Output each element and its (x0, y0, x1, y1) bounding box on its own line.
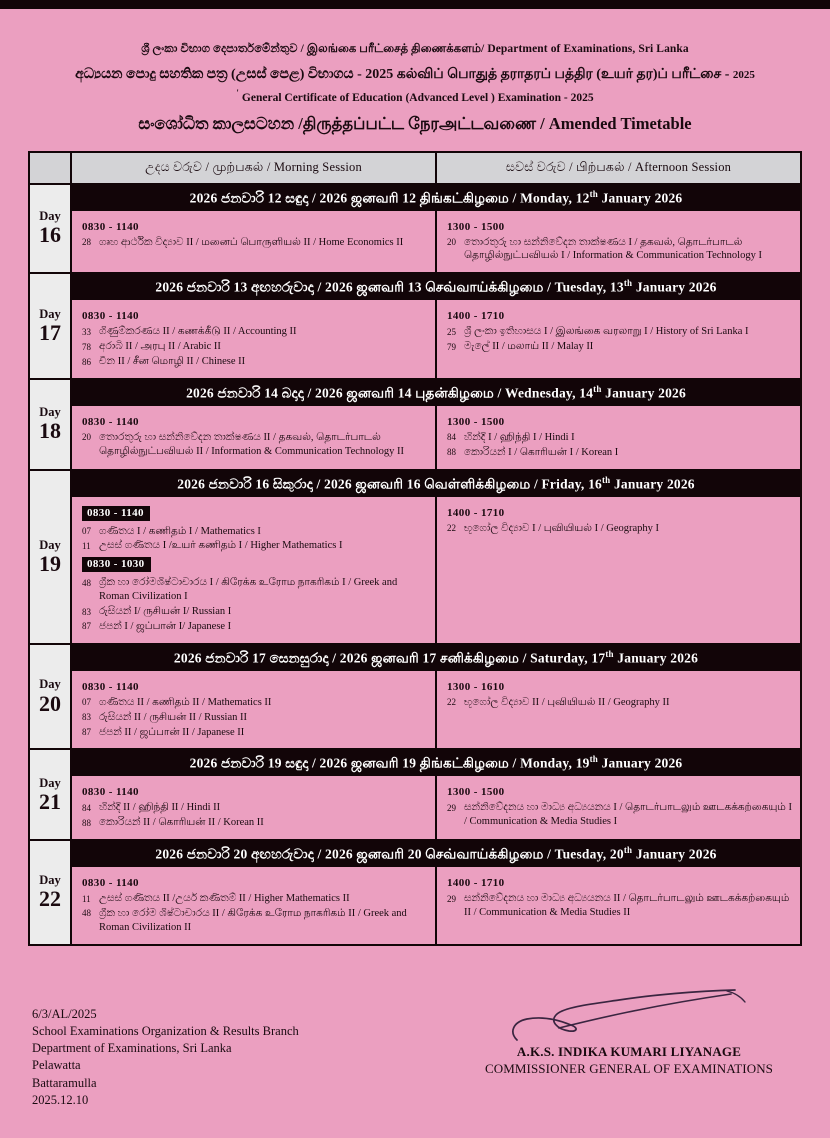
date-ordinal-suffix: th (593, 383, 602, 394)
morning-session-cell (72, 406, 437, 469)
subject-code: 88 (82, 817, 91, 828)
exam-time: 1300 - 1500 (447, 786, 505, 799)
subject-code: 29 (447, 802, 456, 813)
sessions-row (72, 867, 800, 944)
afternoon-session-cell (437, 867, 800, 944)
session-header-day-spacer (30, 153, 72, 183)
day-label: Day (39, 677, 61, 692)
subject-name: අරාබි II / அரபு II / Arabic II (99, 341, 221, 353)
day-content (72, 750, 800, 839)
subject-code: 33 (82, 326, 91, 337)
subject-code: 28 (82, 237, 91, 248)
day-row (30, 645, 800, 751)
exam-time-wrapper (82, 782, 427, 801)
day-label: Day (39, 405, 61, 420)
day-row (30, 750, 800, 841)
exam-time: 1400 - 1710 (447, 877, 505, 890)
sessions-row (72, 497, 800, 643)
address-line: 2025.12.10 (32, 1092, 89, 1107)
subject-row (82, 801, 427, 815)
subject-row (82, 576, 427, 604)
subject-name: ගණිතය I / கணிதம் I / Mathematics I (99, 525, 261, 537)
afternoon-session-cell (437, 211, 800, 273)
morning-session-cell (72, 497, 437, 643)
morning-session-cell (72, 867, 437, 944)
morning-session-cell (72, 671, 437, 749)
subject-code: 83 (82, 606, 91, 617)
subject-name: ශ්‍රී ලංකා ඉතිහාසය I / இலங்கை வரலாறு I / History of Sri Lanka I (464, 326, 749, 338)
subject-row (447, 325, 792, 339)
morning-session-cell (72, 300, 437, 378)
date-banner: 2026 ජනවාරි 13 අඟහරුවාදා / 2026 ஜனவரி 13 செவ்வாய்க்கிழமை / Tuesday, 13th January 2026 (72, 274, 800, 300)
subject-name: චීන II / சீன மொழி II / Chinese II (99, 356, 246, 368)
exam-time-wrapper (82, 306, 427, 325)
exam-time-wrapper (447, 306, 792, 325)
subject-row (82, 620, 427, 634)
top-black-bar (0, 0, 830, 9)
address-lines (32, 1023, 299, 1109)
sessions-row (72, 406, 800, 469)
exam-time-wrapper (82, 217, 427, 236)
subject-code: 11 (82, 893, 91, 904)
subject-name: ග්‍රීක හා රෝම ශිෂ්ටාචාරය II / கிரேக்க உரோம நாகரிகம் II / Greek and Roman Civilization II (99, 907, 407, 933)
date-banner: 2026 ජනවාරි 16 සිකුරාදා / 2026 ஜனவரி 16 வெள்ளிக்கிழமை / Friday, 16th January 2026 (72, 471, 800, 497)
day-number: 18 (39, 418, 61, 444)
subject-row (82, 696, 427, 710)
subject-name: භූගෝල විද්‍යාව II / புவியியல் II / Geography II (464, 696, 670, 708)
subject-row (82, 605, 427, 619)
subject-code: 29 (447, 893, 456, 904)
exam-time: 0830 - 1140 (82, 415, 139, 428)
subject-row (447, 522, 792, 536)
exam-time: 1300 - 1500 (447, 220, 505, 233)
date-banner: 2026 ජනවාරි 20 අඟහරුවාදා / 2026 ஜனவரி 20 செவ்வாய்க்கிழமை / Tuesday, 20th January 2026 (72, 841, 800, 867)
day-number-cell (30, 750, 72, 839)
apostrophe-mark: ' (236, 88, 239, 99)
subject-code: 84 (447, 432, 456, 443)
subject-row (82, 325, 427, 339)
afternoon-session-cell (437, 671, 800, 749)
date-ordinal-suffix: th (601, 474, 611, 485)
subject-row (447, 340, 792, 354)
subject-code: 20 (82, 432, 91, 443)
day-content (72, 185, 800, 273)
subject-code: 22 (447, 523, 456, 534)
subject-row (82, 539, 427, 553)
exam-year-sinhala: 2025 (365, 66, 394, 82)
afternoon-session-cell (437, 497, 800, 643)
exam-title-sinhala: අධ්‍යයන පොදු සහතික පත්‍ර (උසස් පෙළ) විභාගය - (75, 66, 366, 82)
subject-name: තොරතුරු හා සන්නිවේදන තාක්ෂණය I / தகவல், தொடர்பாடல் தொழில்நுட்பவியல் I / Information & Communication Technology I (464, 236, 762, 262)
day-number-cell (30, 274, 72, 378)
subject-name: සන්නිවේදනය හා මාධ්‍ය අධ්‍යයනය II / தொடர்பாடலும் ஊடகக்கற்கையும் II / Communication & Media Studies II (464, 893, 790, 918)
sessions-row (72, 671, 800, 749)
signature-block (464, 988, 794, 1078)
signatory-title: COMMISSIONER GENERAL OF EXAMINATIONS (484, 1060, 774, 1076)
exam-title-english (40, 88, 790, 106)
subject-name: භූගෝල විද්‍යාව I / புவியியல் I / Geography I (464, 522, 660, 534)
subject-row (447, 446, 792, 460)
exam-time: 1400 - 1710 (447, 310, 505, 323)
exam-time: 1300 - 1610 (447, 680, 505, 693)
subject-row (447, 801, 792, 829)
date-ordinal-suffix: th (589, 754, 599, 765)
day-label: Day (39, 209, 61, 224)
subject-row (447, 236, 792, 264)
day-row (30, 471, 800, 645)
timetable (28, 151, 802, 946)
address-line: School Examinations Organization & Results Branch (32, 1023, 299, 1038)
exam-time: 0830 - 1140 (82, 310, 139, 323)
subject-row (82, 431, 427, 459)
subject-name: හින්දි I / ஹிந்தி I / Hindi I (464, 431, 575, 443)
exam-time-highlighted: 0830 - 1140 (82, 506, 150, 521)
date-banner: 2026 ජනවාරි 12 සඳුදා / 2026 ஜனவரி 12 திங்கட்கிழமை / Monday, 12th January 2026 (72, 185, 800, 211)
afternoon-session-cell (437, 776, 800, 839)
subject-code: 83 (82, 712, 91, 723)
day-row (30, 380, 800, 471)
exam-time-highlighted: 0830 - 1030 (82, 557, 151, 572)
subject-code: 07 (82, 526, 91, 537)
exam-time-wrapper (447, 503, 792, 522)
subject-row (82, 726, 427, 740)
day-number: 22 (39, 886, 61, 912)
exam-time: 0830 - 1140 (82, 220, 139, 233)
exam-time-wrapper (82, 554, 427, 576)
day-number-cell (30, 185, 72, 273)
day-label: Day (39, 537, 61, 552)
subject-row (82, 340, 427, 354)
amended-timetable-title: සංශෝධිත කාලසටහන /திருத்தப்பட்ட நேரஅட்டவணை / Amended Timetable (138, 113, 692, 133)
exam-title-trilingual (40, 66, 790, 84)
issuer-address-block (32, 1006, 299, 1110)
date-ordinal-suffix: th (605, 648, 614, 659)
exam-time-wrapper (82, 503, 427, 525)
day-content (72, 274, 800, 378)
morning-session-cell (72, 776, 437, 839)
address-line: Department of Examinations, Sri Lanka (32, 1041, 232, 1056)
subject-name: රුසියන් II / ருசியன் II / Russian II (99, 711, 247, 723)
subject-row (82, 525, 427, 539)
subject-row (82, 236, 427, 250)
day-label: Day (39, 306, 61, 321)
document-footer (28, 988, 802, 1138)
date-ordinal-suffix: th (623, 278, 633, 289)
subject-code: 78 (82, 341, 91, 352)
exam-time: 0830 - 1140 (82, 786, 139, 799)
subject-name: කොරියන් II / கொரியன் II / Korean II (99, 817, 264, 829)
subject-code: 25 (447, 326, 456, 337)
subject-name: ජපන් I / ஜப்பான் I/ Japanese I (99, 620, 232, 632)
exam-time-wrapper (82, 412, 427, 431)
subject-code: 79 (447, 341, 456, 352)
subject-row (447, 431, 792, 445)
date-banner: 2026 ජනවාරි 14 බදාදා / 2026 ஜனவரி 14 புதன்கிழமை / Wednesday, 14th January 2026 (72, 380, 800, 406)
subject-name: තොරතුරු හා සන්නිවේදන තාක්ෂණය II / தகவல், தொடர்பாடல் தொழில்நுட்பவியல் II / Information & Communication Technology II (99, 431, 404, 457)
morning-session-header: උදය වරුව / முற்பகல் / Morning Session (72, 153, 437, 183)
department-line: ශ්‍රී ලංකා විභාග දෙපාර්තමේන්තුව / இலங்கை பரீட்சைத் திணைக்களம்/ Department of Examinations, Sri Lanka (141, 43, 689, 55)
exam-time-wrapper (82, 677, 427, 696)
sessions-row (72, 211, 800, 273)
subject-name: උසස් ගණිතය I /உயர் கணிதம் I / Higher Mathematics I (99, 540, 343, 552)
sessions-row (72, 300, 800, 378)
timetable-body (30, 185, 800, 944)
day-label: Day (39, 873, 61, 888)
day-content (72, 841, 800, 944)
subject-name: උසස් ගණිතය II /උයර් කණිතම් II / Higher Mathematics II (99, 893, 350, 905)
day-row (30, 274, 800, 380)
subject-name: මැලේ II / மலாய் II / Malay II (464, 341, 594, 353)
day-content (72, 471, 800, 643)
morning-session-cell (72, 211, 437, 273)
exam-time: 0830 - 1140 (82, 680, 139, 693)
exam-time-wrapper (82, 873, 427, 892)
subject-row (447, 696, 792, 710)
day-number-cell (30, 841, 72, 944)
day-label: Day (39, 775, 61, 790)
date-ordinal-suffix: th (589, 188, 599, 199)
subject-name: ගෘහ ආර්ථික විද්‍යාව II / மனைப் பொருளியல் II / Home Economics II (99, 236, 404, 248)
document-page (0, 9, 830, 1107)
handwritten-signature-icon (499, 988, 759, 1048)
day-row (30, 185, 800, 275)
exam-time: 0830 - 1140 (82, 877, 139, 890)
subject-row (447, 892, 792, 920)
date-banner: 2026 ජනවාරි 19 සඳුදා / 2026 ஜனவரி 19 திங்கட்கிழமை / Monday, 19th January 2026 (72, 750, 800, 776)
day-number-cell (30, 471, 72, 643)
date-banner: 2026 ජනවාරි 17 සෙනසුරාදා / 2026 ஜனவரி 17 சனிக்கிழமை / Saturday, 17th January 2026 (72, 645, 800, 671)
subject-row (82, 355, 427, 369)
date-ordinal-suffix: th (623, 845, 633, 856)
exam-time: 1300 - 1500 (447, 415, 505, 428)
exam-time: 1400 - 1710 (447, 506, 505, 519)
exam-time-wrapper (447, 677, 792, 696)
subject-name: ගිණුම්කරණය II / கணக்கீடு II / Accounting II (99, 326, 297, 338)
day-content (72, 380, 800, 469)
day-number: 19 (39, 550, 61, 576)
subject-code: 87 (82, 727, 91, 738)
subject-code: 20 (447, 237, 456, 248)
subject-code: 48 (82, 908, 91, 919)
exam-time-wrapper (447, 412, 792, 431)
subject-row (82, 711, 427, 725)
subject-code: 48 (82, 577, 91, 588)
subject-name: රුසියන් I/ ருசியன் I/ Russian I (99, 606, 232, 618)
day-number: 21 (39, 788, 61, 814)
subject-code: 11 (82, 540, 91, 551)
afternoon-session-header: සවස් වරුව / பிற்பகல் / Afternoon Session (505, 159, 732, 174)
exam-time-wrapper (447, 217, 792, 236)
day-row (30, 841, 800, 944)
exam-title-tamil: கல்விப் பொதுத் தராதரப் பத்திர (உயர் தர)ப் பரீட்சை - (393, 66, 733, 82)
day-number-cell (30, 645, 72, 749)
exam-time-wrapper (447, 782, 792, 801)
day-content (72, 645, 800, 749)
address-line: Pelawatta (32, 1058, 81, 1073)
day-number: 16 (39, 222, 61, 248)
exam-title-english-text: General Certificate of Education (Advanced Level ) Examination - 2025 (241, 92, 594, 105)
exam-time-wrapper (447, 873, 792, 892)
session-header-row (30, 153, 800, 185)
subject-name: කොරියන් I / கொரியன் I / Korean I (464, 446, 619, 458)
afternoon-session-cell (437, 300, 800, 378)
day-number: 20 (39, 690, 61, 716)
address-line: Battaramulla (32, 1075, 97, 1090)
subject-code: 84 (82, 802, 91, 813)
day-number: 17 (39, 320, 61, 346)
exam-year-tamil: 2025 (732, 68, 755, 81)
subject-code: 22 (447, 697, 456, 708)
subject-name: ජපන් II / ஜப்பான் II / Japanese II (99, 726, 245, 738)
subject-row (82, 892, 427, 906)
subject-code: 88 (447, 447, 456, 458)
subject-name: සන්නිවේදනය හා මාධ්‍ය අධ්‍යයනය I / தொடர்பாடலும் ஊடகக்கற்கையும் I / Communication & Media Studies I (464, 802, 793, 828)
signatory-name: A.K.S. INDIKA KUMARI LIYANAGE (516, 1043, 742, 1059)
subject-code: 07 (82, 697, 91, 708)
day-number-cell (30, 380, 72, 469)
subject-row (82, 907, 427, 935)
subject-name: ගණිතය II / கணிதம் II / Mathematics II (99, 696, 272, 708)
sessions-row (72, 776, 800, 839)
subject-row (82, 816, 427, 830)
subject-code: 86 (82, 356, 91, 367)
reference-number: 6/3/AL/2025 (32, 1006, 97, 1021)
document-header (0, 9, 830, 135)
subject-code: 87 (82, 621, 91, 632)
subject-name: හින්දි II / ஹிந்தி II / Hindi II (99, 802, 221, 814)
subject-name: ග්‍රීක හා රෝමශිෂ්ටාචාරය I / கிரேக்க உரோம நாகரிகம் I / Greek and Roman Civilization I (99, 577, 398, 603)
afternoon-session-cell (437, 406, 800, 469)
